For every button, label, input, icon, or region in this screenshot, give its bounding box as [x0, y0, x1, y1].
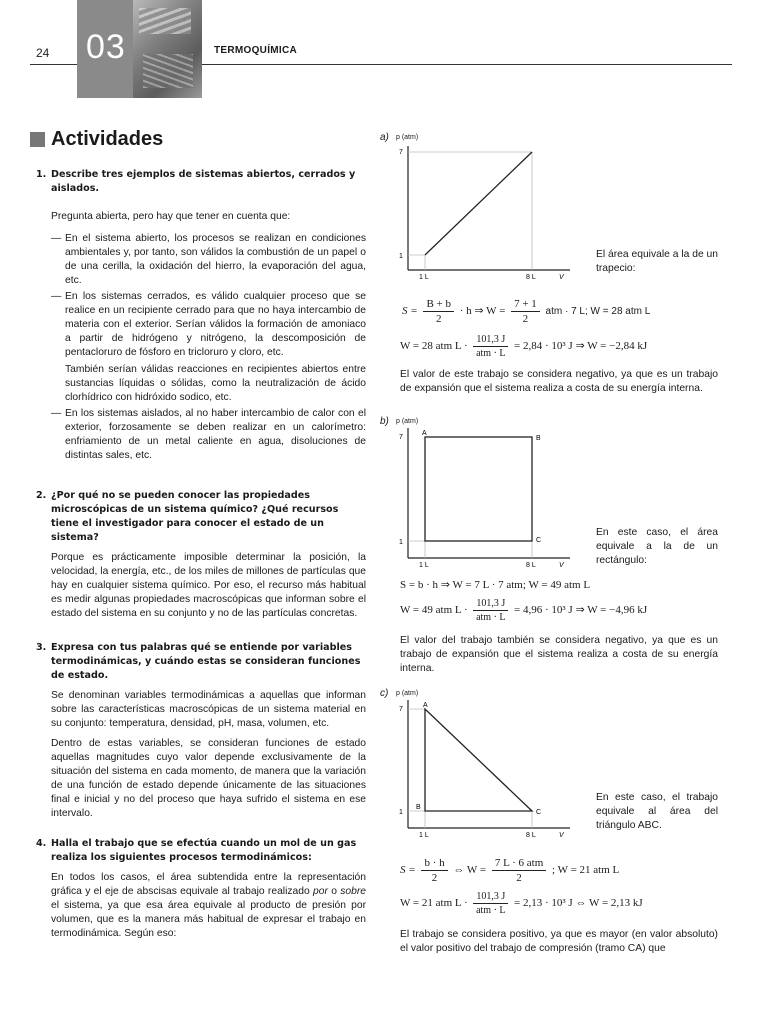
section-title: Actividades — [51, 128, 164, 150]
q4-answer: En todos los casos, el área subtendida entre la representación gráfica y el eje de abscisas equivale al trabajo realizado por o sobre el sistema, ya que esa área equivale al producto de presión por volumen, que es la manera más habitual de expresar el trabajo en termodinámica. Según eso: — [51, 872, 367, 939]
left-column — [36, 168, 366, 941]
graph-b-y-axis-label: p (atm) — [396, 418, 419, 425]
graph-c-y-bottom: 1 — [399, 809, 403, 816]
graph-a-y-top: 7 — [399, 149, 403, 156]
graph-a-x-right: 8 L — [526, 274, 536, 281]
graph-c-x-left: 1 L — [419, 832, 429, 839]
graph-b — [395, 426, 575, 571]
graph-c-text: El trabajo se considera positivo, ya que es mayor (en valor absoluto) el valor positivo del trabajo de compresión (tramo CA) que — [400, 929, 718, 954]
graph-c-triangle — [425, 709, 532, 811]
graph-b-text: El valor del trabajo también se considera negativo, ya que es un trabajo de expansión que el sistema realiza a costa de su energía interna. — [400, 635, 718, 674]
graph-b-y-bottom: 1 — [399, 539, 403, 546]
chapter-title: TERMOQUÍMICA — [214, 45, 298, 56]
q1-bullet-3: — En los sistemas aislados, al no haber intercambio de calor con el exterior, forzosamente se deben realizar en un calorímetro: enfriamiento de un metal caliente en agua, disoluciones de distintas sales, etc. — [51, 408, 366, 461]
graph-a-x-left: 1 L — [419, 274, 429, 281]
graph-c-x-axis-label: V — [559, 832, 564, 839]
graph-b-point-a: A — [422, 430, 427, 437]
q3-answer-1: Se denominan variables termodinámicas a aquellas que informan sobre las características macroscópicas de un sistema material en su conjunto: temperatura, densidad, pH, masa, volumen, etc. — [51, 690, 366, 729]
section-square-icon — [30, 132, 45, 147]
q3-answer-2: Dentro de estas variables, se consideran funciones de estado aquellas magnitudes cuyo valor depende exclusivamente de la situación del sistema en cada momento, de manera que la variación de una función de estado depende únicamente de las situaciones final e inicial y no del proceso que haya sufrido el sistema en ese intervalo. — [51, 738, 366, 819]
graph-b-point-c: C — [536, 537, 542, 544]
graph-a-x-axis-label: V — [559, 274, 564, 281]
graph-b-note: En este caso, el área equivale a la de un rectángulo: — [596, 527, 718, 566]
graph-b-label: b) — [380, 416, 389, 427]
chapter-number: 03 — [86, 28, 126, 66]
chapter-photo — [133, 0, 202, 98]
graph-a-formula-2: W = 28 atm L · $\frac{101,3 J}{\text{atm · L}}$ = 2,84 · 10³ J ⇒ W = −2,84 kJ — [400, 334, 648, 359]
graph-b-x-right: 8 L — [526, 562, 536, 569]
graph-c-point-a: A — [423, 702, 428, 709]
q1-intro: Pregunta abierta, pero hay que tener en cuenta que: — [51, 211, 291, 222]
q2-answer: Porque es prácticamente imposible determinar la posición, la velocidad, la energía, etc., de los miles de millones de partículas que hay en cualquier sistema químico. Por eso, el recurso más habitual es medir algunas propiedades macroscópicas que informan sobre el estado del sistema en su conjunto y no de las partículas concretas. — [51, 552, 366, 619]
graph-b-x-left: 1 L — [419, 562, 429, 569]
graph-a-y-bottom: 1 — [399, 253, 403, 260]
graph-a-note: El área equivale a la de un trapecio: — [596, 249, 718, 274]
graph-b-x-axis-label: V — [559, 562, 564, 569]
graph-b-formula-2: W = 49 atm L · $\frac{101,3 J}{\text{atm · L}}$ = 4,96 · 10³ J ⇒ W = −4,96 kJ — [400, 598, 648, 623]
graph-c-formula-1: S = $\frac{b \cdot h}{2}$ ⇔ W = $\frac{\text{7 L · 6 atm}}{2}$ ; W = 21 atm L — [400, 857, 620, 884]
graph-c-point-b: B — [416, 804, 421, 811]
graph-a-y-axis-label: p (atm) — [396, 134, 419, 141]
question-1: 1. Describe tres ejemplos de sistemas abiertos, cerrados y aislados. — [36, 169, 356, 194]
graph-b-point-b: B — [536, 435, 541, 442]
graph-a — [395, 142, 575, 282]
graph-c-label: c) — [380, 688, 389, 699]
q1-bullet-2: — En los sistemas cerrados, es válido cualquier proceso que se realice en un recipiente cerrado para que no haya intercambio de materia con el exterior. Serían válidos la formación de amoniaco a partir de hidrógeno y nitrógeno, la descomposición de pentacloruro de fósforo en tricloruro y cloro, etc. — [51, 291, 366, 358]
graph-b-y-top: 7 — [399, 434, 403, 441]
question-4: 4. Halla el trabajo que se efectúa cuando un mol de un gas realiza los siguientes procesos termodinámicos: — [36, 838, 357, 863]
graph-c-y-top: 7 — [399, 706, 403, 713]
graph-a-text: El valor de este trabajo se considera negativo, ya que es un trabajo de expansión que el sistema realiza a costa de su energía interna. — [400, 369, 718, 394]
question-2: 2. ¿Por qué no se pueden conocer las propiedades microscópicas de un sistema químico? ¿Qué recursos tiene el investigador para conocer el estado de un sistema? — [36, 490, 339, 543]
chapter-tab — [77, 0, 202, 98]
q1-bullet-1: — En el sistema abierto, los procesos se realizan en condiciones ambientales y, por tanto, son válidos la combustión de un papel o de una cerilla, la oxidación del hierro, la evaporación del agua, etc. — [51, 233, 366, 286]
graph-a-label: a) — [380, 132, 389, 143]
graph-c-formula-2: W = 21 atm L · $\frac{101,3 J}{\text{atm · L}}$ = 2,13 · 10³ J ⇔ W = 2,13 kJ — [400, 891, 643, 916]
section-heading — [30, 128, 163, 151]
graph-a-formula-1: S = $\frac{B + b}{2}$ · h ⇒ W = $\frac{7 + 1}{2}$ atm · 7 L; W = 28 atm L — [402, 298, 651, 325]
graph-c-x-right: 8 L — [526, 832, 536, 839]
q1-extra: También serían válidas reacciones en recipientes abiertos entre sustancias líquidas o sólidas, como la neutralización de ácido clorhídrico con hidróxido sodico, etc. — [65, 364, 366, 403]
question-3: 3. Expresa con tus palabras qué se entiende por variables termodinámicas, y cuándo estas se consideran funciones de estado. — [36, 642, 361, 681]
graph-c-note: En este caso, el trabajo equivale al área del triángulo ABC. — [596, 792, 718, 831]
graph-b-rectangle — [425, 437, 532, 541]
graph-c-point-c: C — [536, 809, 542, 816]
graph-b-formula-1: S = b · h ⇒ W = 7 L · 7 atm; W = 49 atm L — [400, 579, 591, 591]
graph-a-process-line — [425, 152, 532, 255]
graph-c-y-axis-label: p (atm) — [396, 690, 419, 697]
graph-c — [395, 698, 575, 840]
page-number: 24 — [36, 46, 50, 60]
